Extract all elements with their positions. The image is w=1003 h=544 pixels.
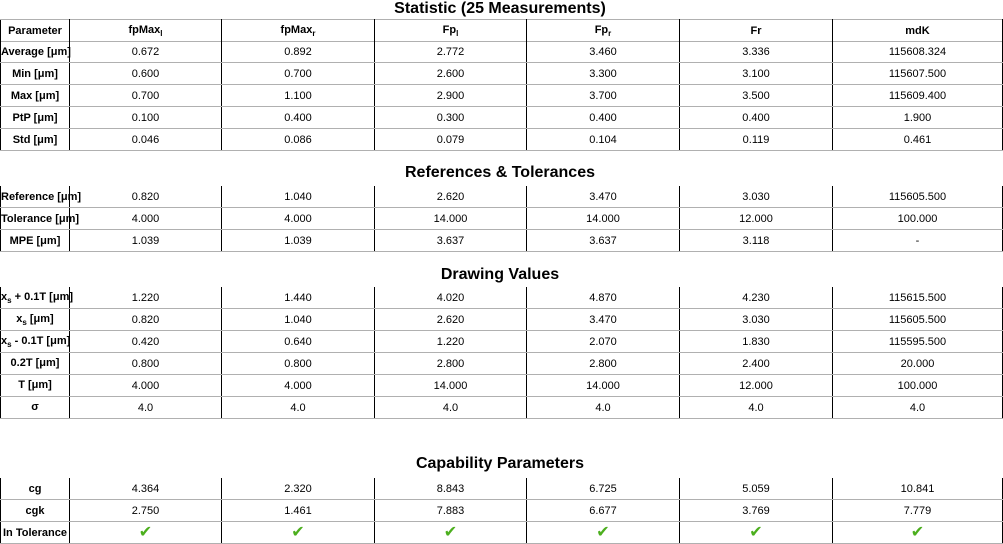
checkmark-icon: ✔ (291, 523, 305, 541)
value-cell: 3.700 (527, 85, 680, 107)
header-fpmax-l: fpMax$_l$ (70, 20, 222, 42)
value-cell: 0.672 (70, 41, 222, 63)
value-cell: 0.400 (680, 107, 833, 129)
value-cell: 3.500 (680, 85, 833, 107)
value-cell: 1.039 (70, 230, 222, 252)
value-cell: 0.400 (222, 107, 375, 129)
value-cell: 1.220 (375, 331, 527, 353)
table-row (1, 85, 1003, 107)
value-cell: 8.843 (375, 478, 527, 500)
value-cell: 1.100 (222, 85, 375, 107)
row-label: $x_s + 0.1T$ [μm] (1, 287, 70, 309)
statistic-title: Statistic (25 Measurements) (394, 0, 606, 17)
value-cell: 1.461 (222, 500, 375, 522)
in-tolerance-cell (222, 522, 375, 544)
value-cell: 0.800 (222, 353, 375, 375)
value-cell: 1.900 (833, 107, 1003, 129)
value-cell: 4.0 (375, 397, 527, 419)
row-label: 0.2T [μm] (1, 353, 70, 375)
table-row (1, 287, 1003, 309)
value-cell: 0.046 (70, 129, 222, 151)
header-parameter: Parameter (1, 20, 70, 42)
table-row (1, 41, 1003, 63)
value-cell: 12.000 (680, 375, 833, 397)
value-cell: 4.0 (680, 397, 833, 419)
value-cell: 3.300 (527, 63, 680, 85)
value-cell: 3.470 (527, 186, 680, 208)
row-label: cgk (1, 500, 70, 522)
value-cell: 4.230 (680, 287, 833, 309)
row-label: cg (1, 478, 70, 500)
table-row (1, 208, 1003, 230)
value-cell: 7.779 (833, 500, 1003, 522)
value-cell: 20.000 (833, 353, 1003, 375)
in-tolerance-row (1, 522, 1003, 544)
value-cell: 14.000 (527, 375, 680, 397)
value-cell: 2.772 (375, 41, 527, 63)
value-cell: 100.000 (833, 208, 1003, 230)
value-cell: 1.440 (222, 287, 375, 309)
references-table (0, 186, 1003, 252)
value-cell: 4.000 (222, 208, 375, 230)
table-row (1, 129, 1003, 151)
in-tolerance-cell (375, 522, 527, 544)
in-tolerance-cell (527, 522, 680, 544)
value-cell: 4.0 (527, 397, 680, 419)
value-cell: 4.0 (833, 397, 1003, 419)
value-cell: 1.040 (222, 309, 375, 331)
value-cell: 2.600 (375, 63, 527, 85)
value-cell: 0.079 (375, 129, 527, 151)
value-cell: 1.220 (70, 287, 222, 309)
value-cell: 12.000 (680, 208, 833, 230)
row-label: PtP [μm] (1, 107, 70, 129)
value-cell: - (833, 230, 1003, 252)
value-cell: 4.364 (70, 478, 222, 500)
value-cell: 100.000 (833, 375, 1003, 397)
value-cell: 0.119 (680, 129, 833, 151)
table-row (1, 397, 1003, 419)
table-row (1, 186, 1003, 208)
table-row (1, 230, 1003, 252)
value-cell: 0.461 (833, 129, 1003, 151)
value-cell: 0.892 (222, 41, 375, 63)
value-cell: 0.100 (70, 107, 222, 129)
value-cell: 4.0 (222, 397, 375, 419)
value-cell: 3.637 (527, 230, 680, 252)
header-fr: Fr (680, 20, 833, 42)
table-row (1, 331, 1003, 353)
value-cell: 1.830 (680, 331, 833, 353)
value-cell: 1.039 (222, 230, 375, 252)
column-header-row (0, 19, 1003, 42)
checkmark-icon: ✔ (443, 523, 458, 541)
capability-title: Capability Parameters (415, 455, 585, 472)
header-fp-l: $Fp_l$ (375, 20, 527, 42)
value-cell: 0.640 (222, 331, 375, 353)
value-cell: 10.841 (833, 478, 1003, 500)
value-cell: 2.620 (375, 186, 527, 208)
value-cell: 3.460 (527, 41, 680, 63)
row-label: Tolerance [μm] (1, 208, 70, 230)
value-cell: 115595.500 (833, 331, 1003, 353)
value-cell: 4.870 (527, 287, 680, 309)
value-cell: 115609.400 (833, 85, 1003, 107)
table-row (1, 478, 1003, 500)
value-cell: 2.620 (375, 309, 527, 331)
in-tolerance-cell (833, 522, 1003, 544)
value-cell: 4.000 (222, 375, 375, 397)
value-cell: 115607.500 (833, 63, 1003, 85)
table-row (1, 309, 1003, 331)
row-label: Min [μm] (1, 63, 70, 85)
value-cell: 0.820 (70, 186, 222, 208)
row-label: Average [μm] (1, 41, 70, 63)
value-cell: 3.118 (680, 230, 833, 252)
value-cell: 115608.324 (833, 41, 1003, 63)
value-cell: 5.059 (680, 478, 833, 500)
header-fp-r: $Fp_r$ (527, 20, 680, 42)
table-row (1, 375, 1003, 397)
statistic-table (0, 41, 1003, 151)
row-label: Reference [μm] (1, 186, 70, 208)
value-cell: 3.030 (680, 186, 833, 208)
table-row (1, 63, 1003, 85)
table-row (1, 500, 1003, 522)
value-cell: 4.0 (70, 397, 222, 419)
value-cell: 2.070 (527, 331, 680, 353)
value-cell: 6.677 (527, 500, 680, 522)
value-cell: 3.769 (680, 500, 833, 522)
value-cell: 0.300 (375, 107, 527, 129)
value-cell: 2.750 (70, 500, 222, 522)
value-cell: 3.637 (375, 230, 527, 252)
value-cell: 2.800 (375, 353, 527, 375)
value-cell: 2.400 (680, 353, 833, 375)
value-cell: 2.320 (222, 478, 375, 500)
checkmark-icon: ✔ (749, 523, 763, 541)
value-cell: 4.020 (375, 287, 527, 309)
row-label: MPE [μm] (1, 230, 70, 252)
table-row (1, 353, 1003, 375)
value-cell: 14.000 (375, 208, 527, 230)
value-cell: 2.900 (375, 85, 527, 107)
capability-table (0, 478, 1003, 544)
value-cell: 0.820 (70, 309, 222, 331)
value-cell: 4.000 (70, 375, 222, 397)
value-cell: 115605.500 (833, 186, 1003, 208)
value-cell: 4.000 (70, 208, 222, 230)
value-cell: 7.883 (375, 500, 527, 522)
references-title: References & Tolerances (404, 164, 595, 181)
drawing-values-title: Drawing Values (440, 266, 560, 283)
checkmark-icon: ✔ (596, 523, 610, 541)
value-cell: 0.400 (527, 107, 680, 129)
value-cell: 0.700 (222, 63, 375, 85)
row-label: σ (1, 397, 70, 419)
value-cell: 2.800 (527, 353, 680, 375)
row-label: Std [μm] (1, 129, 70, 151)
value-cell: 115605.500 (833, 309, 1003, 331)
table-row (1, 107, 1003, 129)
in-tolerance-cell (70, 522, 222, 544)
value-cell: 1.040 (222, 186, 375, 208)
value-cell: 115615.500 (833, 287, 1003, 309)
row-label: T [μm] (1, 375, 70, 397)
value-cell: 3.470 (527, 309, 680, 331)
value-cell: 0.104 (527, 129, 680, 151)
value-cell: 3.336 (680, 41, 833, 63)
value-cell: 0.600 (70, 63, 222, 85)
drawing-values-table (0, 287, 1003, 419)
header-mdk: mdK (833, 20, 1003, 42)
row-label: In Tolerance (1, 522, 70, 544)
in-tolerance-cell (680, 522, 833, 544)
header-fpmax-r: fpMax$_r$ (222, 20, 375, 42)
value-cell: 0.800 (70, 353, 222, 375)
value-cell: 14.000 (375, 375, 527, 397)
row-label: Max [μm] (1, 85, 70, 107)
row-label: $x_s$ [μm] (1, 309, 70, 331)
checkmark-icon: ✔ (910, 523, 925, 541)
value-cell: 0.700 (70, 85, 222, 107)
checkmark-icon: ✔ (138, 523, 153, 541)
row-label: $x_s - 0.1T$ [μm] (1, 331, 70, 353)
value-cell: 6.725 (527, 478, 680, 500)
value-cell: 14.000 (527, 208, 680, 230)
value-cell: 3.030 (680, 309, 833, 331)
value-cell: 0.086 (222, 129, 375, 151)
value-cell: 3.100 (680, 63, 833, 85)
value-cell: 0.420 (70, 331, 222, 353)
